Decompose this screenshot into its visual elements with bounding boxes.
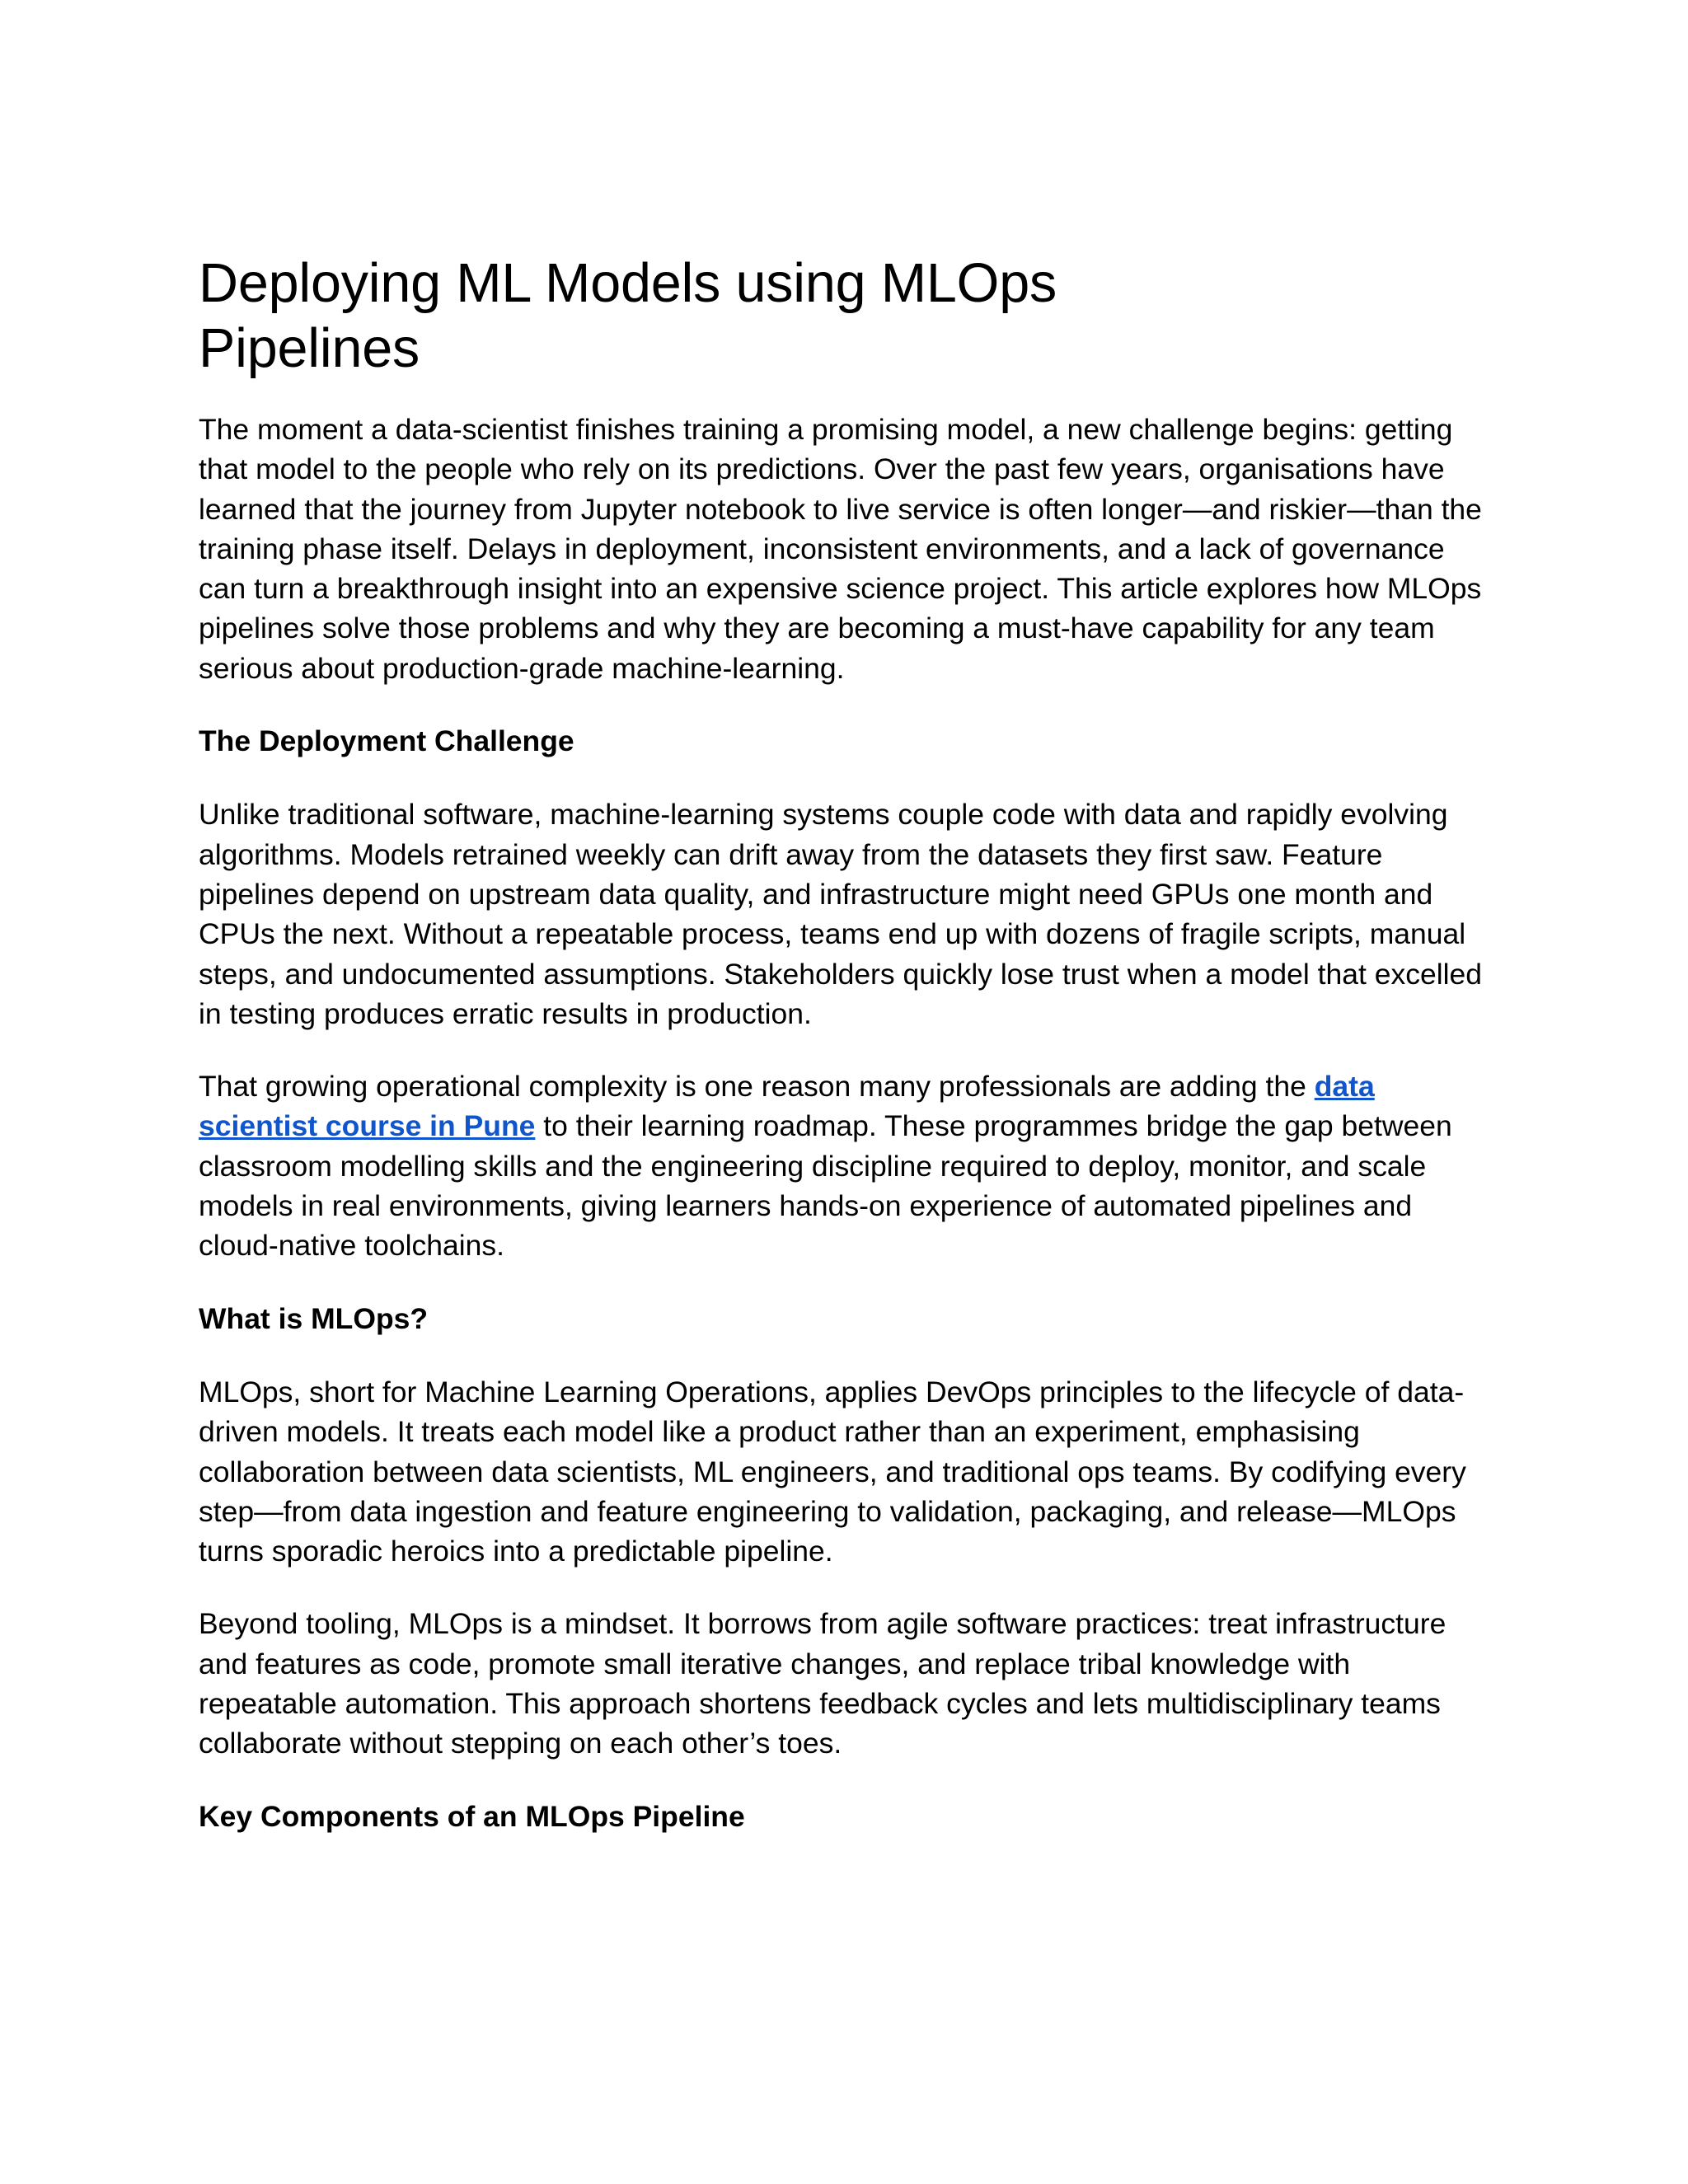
data-scientist-course-link[interactable]: data scientist course in Pune	[199, 1070, 1375, 1143]
mindset-paragraph: Beyond tooling, MLOps is a mindset. It borrows from agile software practices: treat infrastructure and features as code, promote small iterative changes, and replace tribal knowledge with repeatable automation. This approach shortens feedback cycles and lets multidisciplinary teams collaborate without stepping on each other’s toes.	[199, 1607, 1447, 1760]
section-heading-deployment-challenge: The Deployment Challenge	[199, 724, 574, 758]
document-page	[199, 251, 1484, 1870]
intro-paragraph: The moment a data-scientist finishes training a promising model, a new challenge begins: getting that model to the people who rely on its predictions. Over the past few years, organisations have learned that the journey from Jupyter notebook to live service is often longer—and riskier—than the training phase itself. Delays in deployment, inconsistent environments, and a lack of governance can turn a breakthrough insight into an expensive science project. This article explores how MLOps pipelines solve those problems and why they are becoming a must-have capability for any team serious about production-grade machine-learning.	[199, 413, 1482, 685]
page-title: Deploying ML Models using MLOps Pipelines	[199, 253, 1057, 379]
what-is-mlops-paragraph: MLOps, short for Machine Learning Operations, applies DevOps principles to the lifecycle of data-driven models. It treats each model like a product rather than an experiment, emphasising collaboration between data scientists, ML engineers, and traditional ops teams. By codifying every step—from data ingestion and feature engineering to validation, packaging, and release—MLOps turns sporadic heroics into a predictable pipeline.	[199, 1375, 1466, 1568]
section-heading-key-components: Key Components of an MLOps Pipeline	[199, 1799, 745, 1833]
course-paragraph	[199, 1066, 1484, 1265]
course-paragraph-text-after: to their learning roadmap. These programmes bridge the gap between classroom modelling skills and the engineering discipline required to deploy, monitor, and scale models in real environments, giving learners hands-on experience of automated pipelines and cloud-native toolchains.	[199, 1109, 1452, 1263]
course-paragraph-text-before: That growing operational complexity is one reason many professionals are adding the	[199, 1070, 1315, 1104]
section-heading-what-is-mlops: What is MLOps?	[199, 1301, 429, 1335]
deployment-challenge-paragraph: Unlike traditional software, machine-learning systems couple code with data and rapidly evolving algorithms. Models retrained weekly can drift away from the datasets they first saw. Feature pipelines depend on upstream data quality, and infrastructure might need GPUs one month and CPUs the next. Without a repeatable process, teams end up with dozens of fragile scripts, manual steps, and undocumented assumptions. Stakeholders quickly lose trust when a model that excelled in testing produces erratic results in production.	[199, 798, 1482, 1030]
